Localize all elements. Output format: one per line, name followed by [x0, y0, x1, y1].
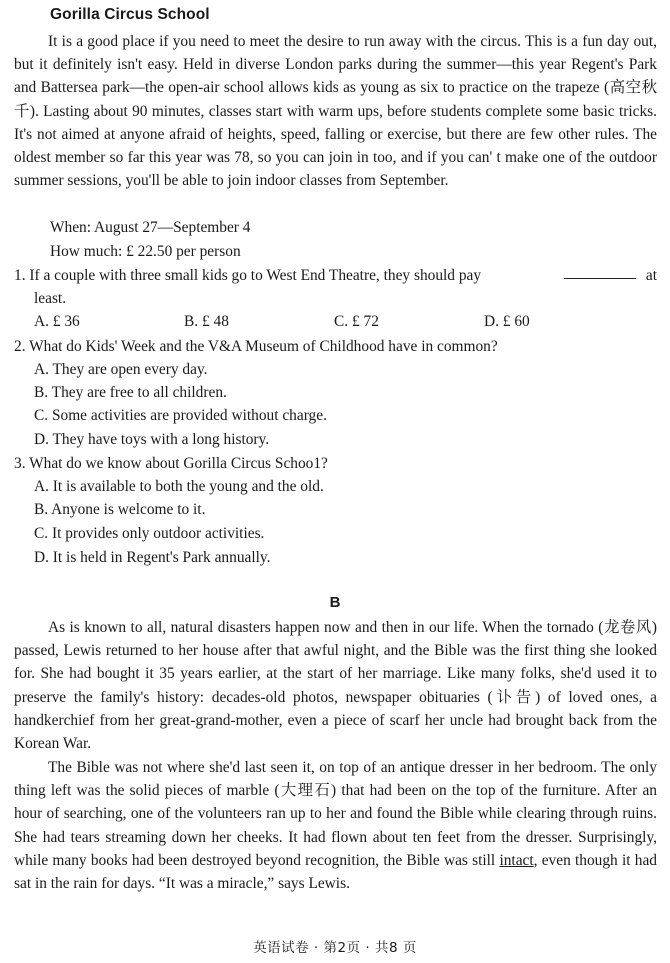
passage-b-paragraph-1 — [14, 616, 657, 755]
option-c[interactable]: C. £ 72 — [334, 313, 379, 330]
question-1-options — [0, 310, 670, 333]
underlined-word: intact — [499, 851, 534, 869]
option-b[interactable]: B. Anyone is welcome to it. — [34, 501, 206, 518]
option-b[interactable]: B. They are free to all children. — [34, 384, 227, 401]
passage-a-paragraph — [14, 30, 657, 192]
option-c[interactable]: C. It provides only outdoor activities. — [34, 525, 265, 542]
passage-title: Gorilla Circus School — [50, 6, 210, 23]
option-a[interactable]: A. They are open every day. — [34, 361, 208, 378]
answer-blank — [564, 264, 636, 279]
passage-b-text-1: As is known to all, natural disasters happen now and then in our life. When the tornado (龙卷风) passed, Lewis returned to her house after that awful night, and the Bible was the first thing she looked for. She had bought it 35 years earlier, at the start of her marriage. Like many folks, she'd used it to preserve the family's history: decades-old photos, newspaper obituaries (讣告) of loved ones, a handkerchief from her great-grand-mother, even a piece of scarf her uncle had brought back from the Korean War. — [14, 619, 657, 753]
passage-a-text: It is a good place if you need to meet the desire to run away with the circus. This is a fun day out, but it definitely isn't easy. Held in diverse London parks during the summer—this year Regent's Park and Battersea park—the open-air school allows kids as young as six to practice on the trapeze (高空秋千). Lasting about 90 minutes, classes start with warm ups, before students complete some basic tricks. It's not aimed at anyone afraid of heights, speed, falling or exercise, but there are few other rules. The oldest member so far this year was 78, so you can join in too, and if you can' t make one of the outdoor summer sessions, you'll be able to join indoor classes from September. — [14, 33, 657, 190]
when-line: When: August 27—September 4 — [50, 219, 251, 236]
page-footer: 英语试卷 · 第2页 · 共8 页 — [253, 940, 417, 956]
question-1-stem — [14, 264, 657, 287]
option-d[interactable]: D. They have toys with a long history. — [34, 431, 270, 448]
section-b-heading: B — [329, 594, 341, 611]
passage-b-paragraph-2 — [14, 756, 657, 895]
option-d[interactable]: D. It is held in Regent's Park annually. — [34, 549, 271, 566]
option-d[interactable]: D. £ 60 — [484, 313, 530, 330]
question-2-stem: 2. What do Kids' Week and the V&A Museum of Childhood have in common? — [14, 338, 498, 355]
question-3-stem: 3. What do we know about Gorilla Circus Schoo1? — [14, 455, 328, 472]
question-1-text-end: at — [645, 267, 657, 284]
price-line: How much: £ 22.50 per person — [50, 243, 241, 260]
option-c[interactable]: C. Some activities are provided without charge. — [34, 407, 327, 424]
passage-b-text-2a: The Bible was not where she'd last seen it, on top of an antique dresser in her bedroom. The only thing left was the solid pieces of marble (大理石) that had been on the top of the furniture. After an hour of searching, one of the volunteers ran up to her and found the Bible while clearing through ruins. She had tears streaming down her cheeks. It had flown about ten feet from the dresser. Surprisingly, while many books had been destroyed beyond recognition, the Bible was still — [14, 759, 657, 869]
question-1-text: 1. If a couple with three small kids go to West End Theatre, they should pay — [14, 267, 482, 284]
option-b[interactable]: B. £ 48 — [184, 313, 229, 330]
passage-b-text-2b: , even though it had sat in the rain for days. “It was a miracle,” says Lewis. — [14, 851, 657, 893]
question-1-stem-cont: least. — [34, 290, 67, 307]
option-a[interactable]: A. It is available to both the young and the old. — [34, 478, 324, 495]
option-a[interactable]: A. £ 36 — [34, 313, 80, 330]
